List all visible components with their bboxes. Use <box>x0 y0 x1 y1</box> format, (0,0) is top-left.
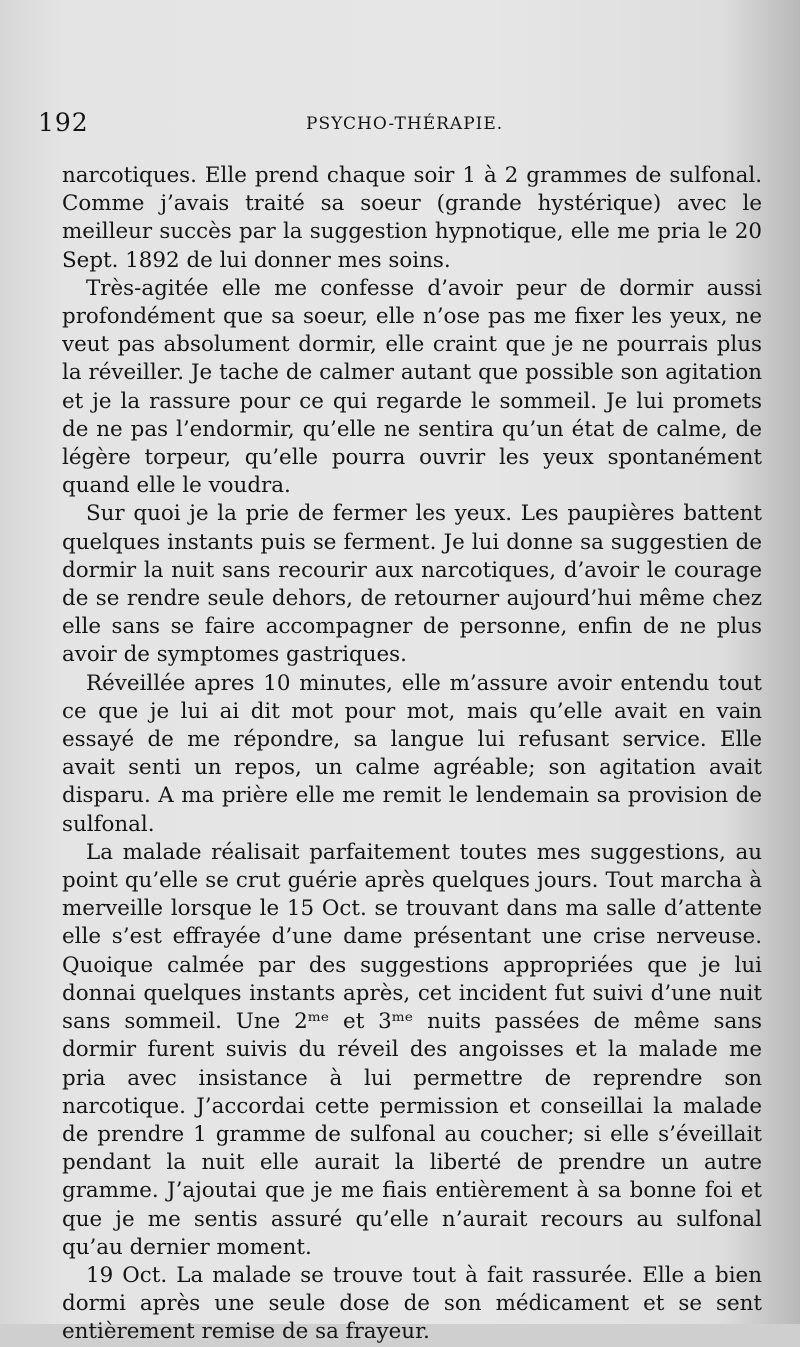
paragraph: Très-agitée elle me confesse d’avoir peur de dormir aussi profondément que sa soeur, elle n’ose pas me fixer les yeux, ne veut pas absolument dormir, elle craint que je ne pourrais plus la réveiller. Je tache de calmer autant que possible son agitation et je la rassure pour ce qui regarde le sommeil. Je lui promets de ne pas l’endormir, qu’elle ne sentira qu’un état de calme, de légère torpeur, qu’elle pourra ouvrir les yeux spontanément quand elle le voudra. <box>62 275 762 499</box>
page-number: 192 <box>38 108 89 137</box>
running-head: PSYCHO-THÉRAPIE. <box>306 114 504 134</box>
page-header <box>38 108 758 142</box>
paragraph: Sur quoi je la prie de fermer les yeux. Les paupières battent quelques instants puis se ferment. Je lui donne sa suggestien de dormir la nuit sans recourir aux narcotiques, d’avoir le courage de se rendre seule dehors, de retourner aujourd’hui même chez elle sans se faire accompagner de personne, enfin de ne plus avoir de symptomes gastriques. <box>62 501 762 668</box>
body-text <box>62 162 762 1347</box>
paragraph: Réveillée apres 10 minutes, elle m’assure avoir entendu tout ce que je lui ai dit mot pour mot, mais qu’elle avait en vain essayé de me répondre, sa langue lui refusant service. Elle avait senti un repos, un calme agréable; son agitation avait disparu. A ma prière elle me remit le lendemain sa provision de sulfonal. <box>62 670 762 837</box>
paragraph: narcotiques. Elle prend chaque soir 1 à 2 grammes de sulfonal. Comme j’avais traité sa soeur (grande hystérique) avec le meilleur succès par la suggestion hypnotique, elle me pria le 20 Sept. 1892 de lui donner mes soins. <box>62 163 762 273</box>
paragraph: La malade réalisait parfaitement toutes mes suggestions, au point qu’elle se crut guérie après quelques jours. Tout marcha à merveille lorsque le 15 Oct. se trouvant dans ma salle d’attente elle s’est effrayée d’une dame présentant une crise nerveuse. Quoique calmée par des suggestions appropriées que je lui donnai quelques instants après, cet incident fut suivi d’une nuit sans sommeil. Une 2ᵐᵉ et 3ᵐᵉ nuits passées de même sans dormir furent suivis du réveil des angoisses et la malade me pria avec insistance à lui permettre de reprendre son narcotique. J’accordai cette permission et conseillai la malade de prendre 1 gramme de sulfonal au coucher; si elle s’éveillait pendant la nuit elle aurait la liberté de prendre un autre gramme. J’ajoutai que je me fiais entièrement à sa bonne foi et que je me sentis assuré qu’elle n’aurait recours au sulfonal qu’au dernier moment. <box>62 839 762 1260</box>
paragraph: 19 Oct. La malade se trouve tout à fait rassurée. Elle a bien dormi après une seule dose de son médicament et se sent entièrement remise de sa frayeur. <box>62 1262 762 1345</box>
